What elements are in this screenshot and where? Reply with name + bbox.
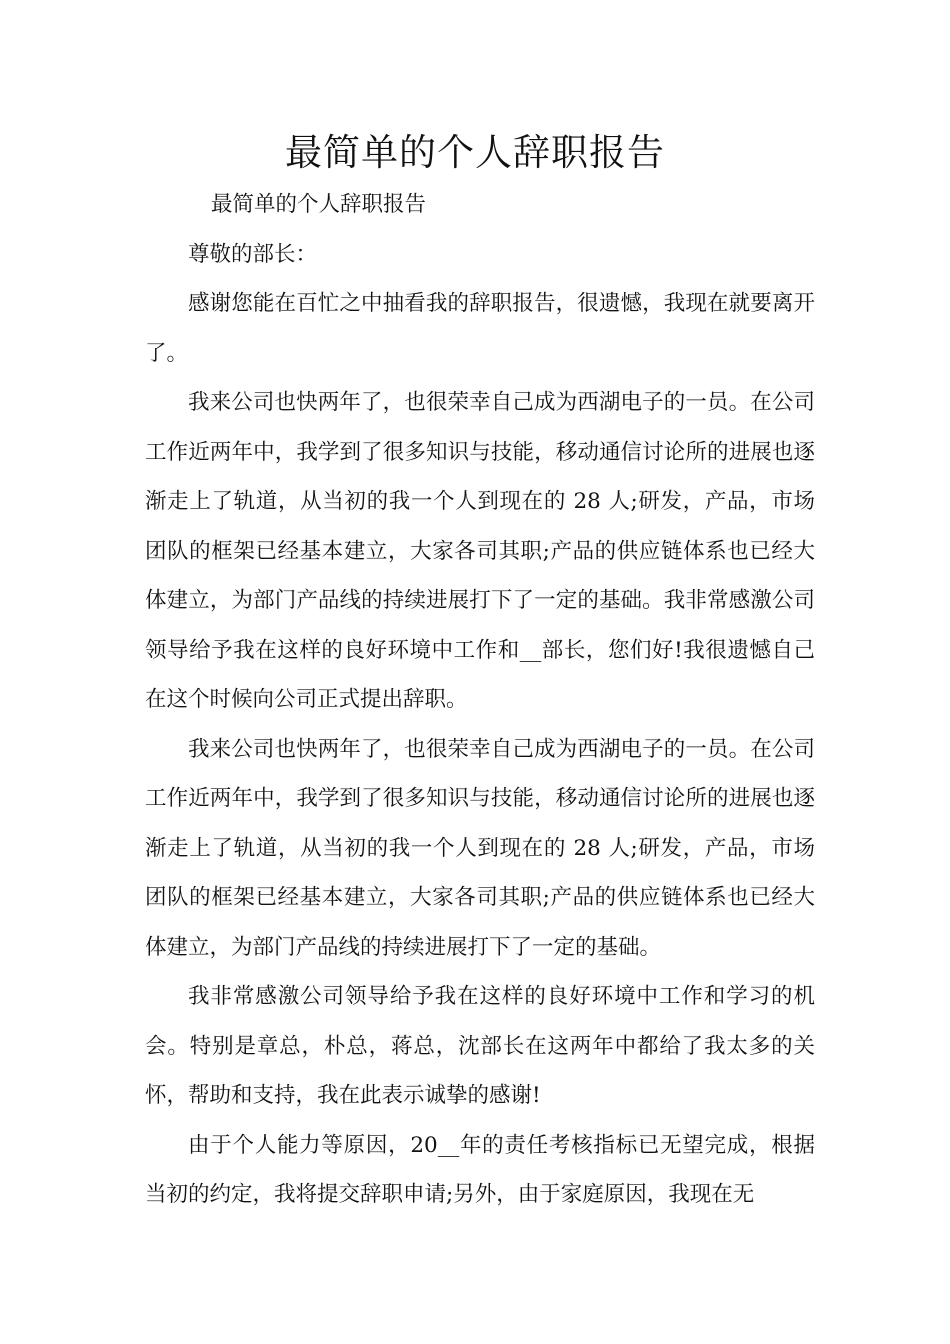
paragraph: 我来公司也快两年了，也很荣幸自己成为西湖电子的一员。在公司工作近两年中，我学到了很多知识与技能，移动通信讨论所的进展也逐渐走上了轨道，从当初的我一个人到现在的 28 人;研发，产品，市场团队的框架已经基本建立，大家各司其职;产品的供应链体系也已经大体建立，为部门产品线的持续进展打下了一定的基础。我非常感激公司领导给予我在这样的良好环境中工作和__部长，您们好!我很遗憾自己在这个时候向公司正式提出辞职。 [145, 390, 815, 712]
paragraph: 我非常感激公司领导给予我在这样的良好环境中工作和学习的机会。特别是章总，朴总，蒋总，沈部长在这两年中都给了我太多的关怀，帮助和支持，我在此表示诚挚的感谢! [145, 984, 815, 1108]
document-subtitle: 最简单的个人辞职报告 [211, 192, 427, 217]
paragraph: 感谢您能在百忙之中抽看我的辞职报告，很遗憾，我现在就要离开了。 [145, 291, 815, 366]
document-body [145, 180, 815, 1220]
salutation: 尊敬的部长： [188, 241, 318, 267]
document-title: 最简单的个人辞职报告 [285, 131, 665, 174]
paragraph: 由于个人能力等原因，20__年的责任考核指标已无望完成，根据当初的约定，我将提交辞职申请;另外，由于家庭原因，我现在无 [145, 1132, 815, 1207]
paragraph: 我来公司也快两年了，也很荣幸自己成为西湖电子的一员。在公司工作近两年中，我学到了很多知识与技能，移动通信讨论所的进展也逐渐走上了轨道，从当初的我一个人到现在的 28 人;研发，产品，市场团队的框架已经基本建立，大家各司其职;产品的供应链体系也已经大体建立，为部门产品线的持续进展打下了一定的基础。 [145, 736, 815, 960]
